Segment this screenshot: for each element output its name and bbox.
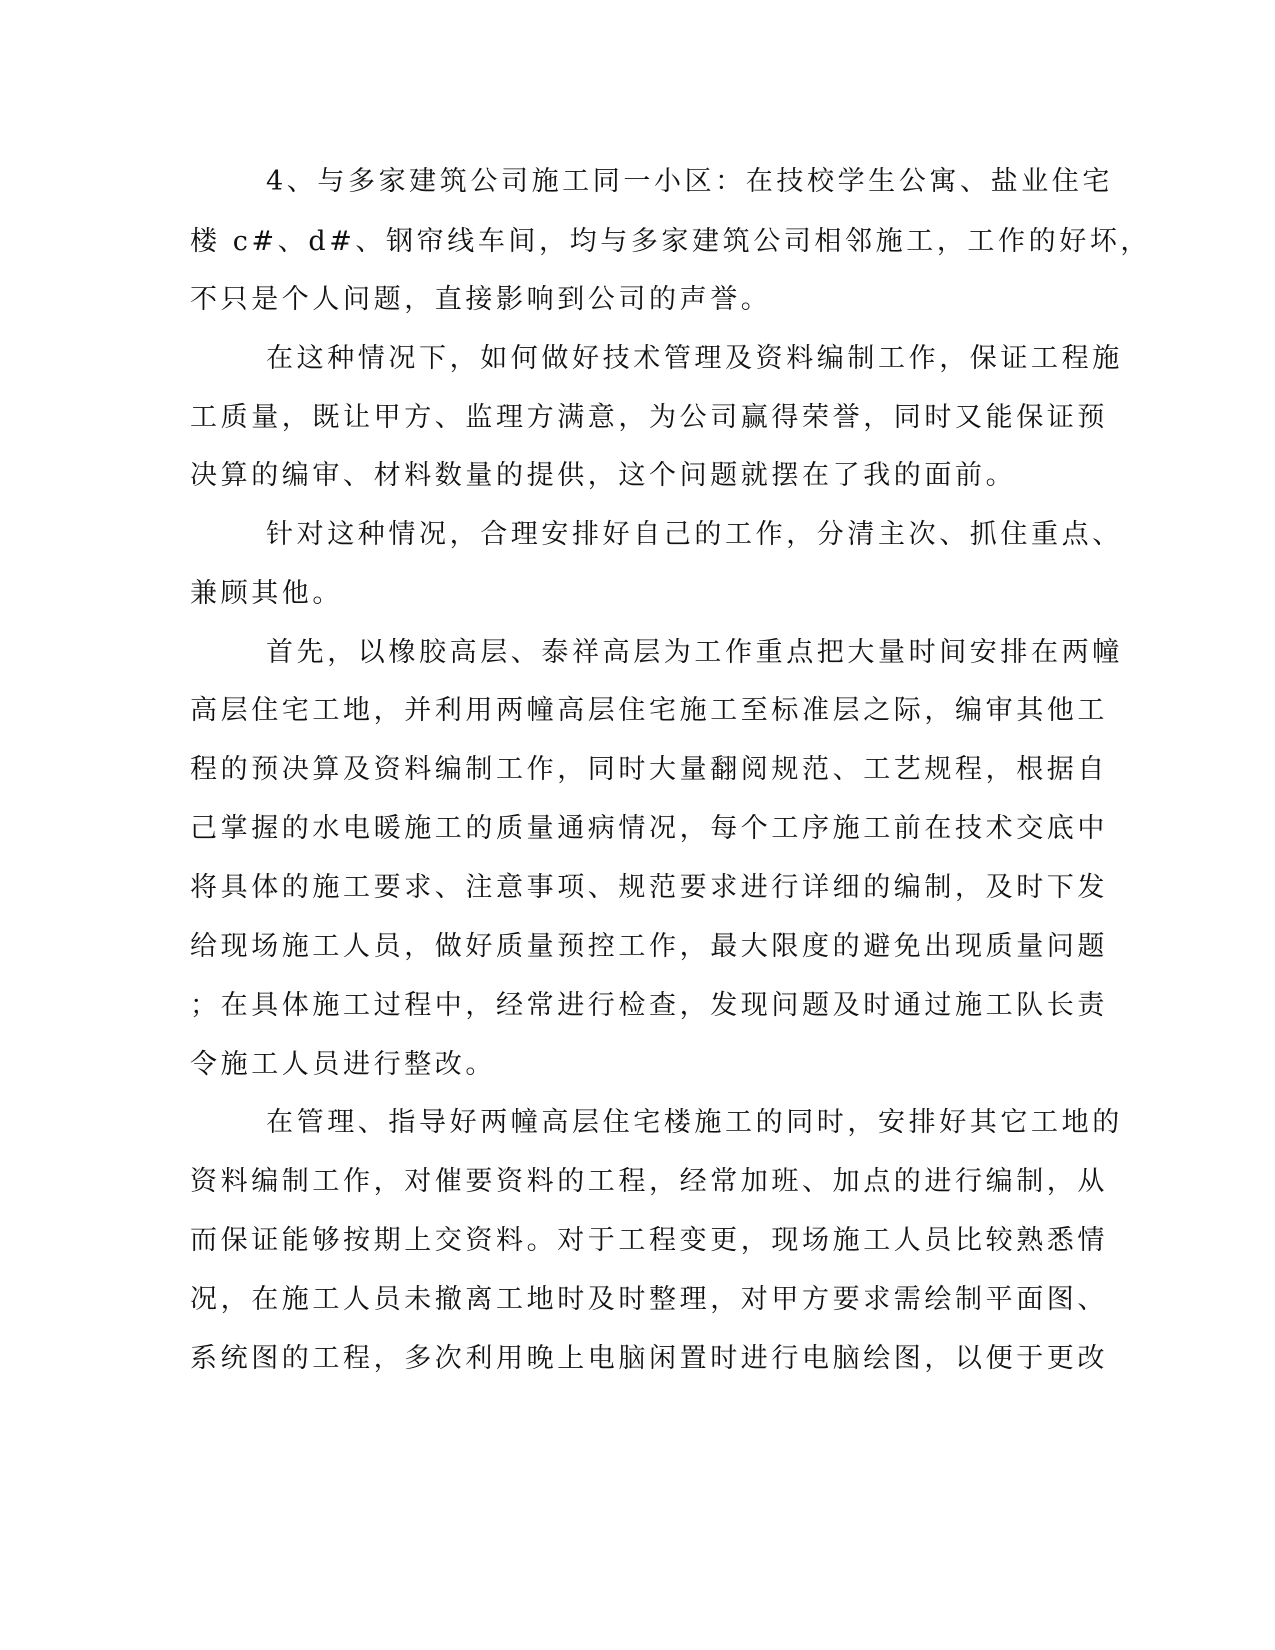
text-line: 程的预决算及资料编制工作，同时大量翻阅规范、工艺规程，根据自 — [190, 754, 1108, 785]
text-line: 不只是个人问题，直接影响到公司的声誉。 — [190, 284, 772, 315]
text-line: 兼顾其他。 — [190, 578, 343, 609]
text-line: ；在具体施工过程中，经常进行检查，发现问题及时通过施工队长责 — [190, 990, 1108, 1021]
text-line: 在管理、指导好两幢高层住宅楼施工的同时，安排好其它工地的 — [266, 1107, 1123, 1138]
text-line: 工质量，既让甲方、监理方满意，为公司赢得荣誉，同时又能保证预 — [190, 402, 1108, 433]
text-line: 将具体的施工要求、注意事项、规范要求进行详细的编制，及时下发 — [190, 872, 1108, 903]
text-line: 己掌握的水电暖施工的质量通病情况，每个工序施工前在技术交底中 — [190, 813, 1108, 844]
text-line: 决算的编审、材料数量的提供，这个问题就摆在了我的面前。 — [190, 460, 1017, 491]
text-line: 资料编制工作，对催要资料的工程，经常加班、加点的进行编制，从 — [190, 1166, 1108, 1197]
text-line: 系统图的工程，多次利用晚上电脑闲置时进行电脑绘图，以便于更改 — [190, 1343, 1108, 1374]
text-line: 在这种情况下，如何做好技术管理及资料编制工作，保证工程施 — [266, 343, 1123, 374]
text-line: 高层住宅工地，并利用两幢高层住宅施工至标准层之际，编审其他工 — [190, 695, 1108, 726]
text-line: 给现场施工人员，做好质量预控工作，最大限度的避免出现质量问题 — [190, 931, 1108, 962]
text-line: 况，在施工人员未撤离工地时及时整理，对甲方要求需绘制平面图、 — [190, 1284, 1108, 1315]
text-line: 楼 c#、d#、钢帘线车间，均与多家建筑公司相邻施工，工作的好坏， — [190, 226, 1152, 257]
text-line: 而保证能够按期上交资料。对于工程变更，现场施工人员比较熟悉情 — [190, 1225, 1108, 1256]
text-line: 针对这种情况，合理安排好自己的工作，分清主次、抓住重点、 — [266, 519, 1123, 550]
text-line: 令施工人员进行整改。 — [190, 1049, 496, 1080]
text-line: 4、与多家建筑公司施工同一小区：在技校学生公寓、盐业住宅 — [266, 166, 1113, 197]
text-line: 首先，以橡胶高层、泰祥高层为工作重点把大量时间安排在两幢 — [266, 637, 1123, 668]
